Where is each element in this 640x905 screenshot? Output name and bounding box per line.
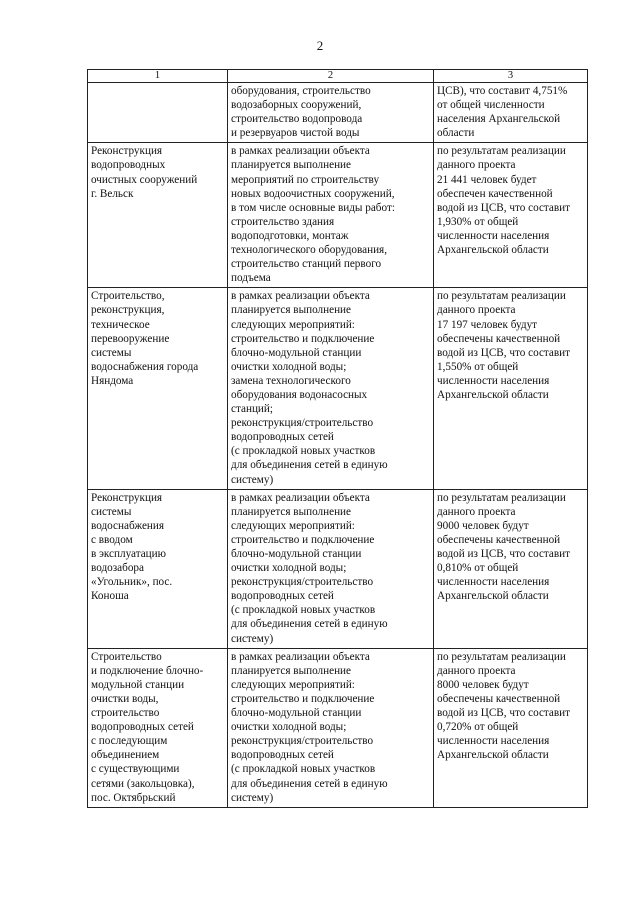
measures-cell: в рамках реализации объекта планируется выполнение следующих мероприятий: строительство и подключение блочно-модульной станции очистки холодной воды; реконструкция/строительство водопроводных сетей (с прокладкой новых участков для объединения сетей в единую систему) xyxy=(228,489,434,648)
measures-cell: в рамках реализации объекта планируется выполнение следующих мероприятий: строительство и подключение блочно-модульной станции очистки холодной воды; замена технологического оборудования водонасосных станций; реконструкция/строительство водопроводных сетей (с прокладкой новых участков для объединения сетей в единую систему) xyxy=(228,288,434,489)
column-header-1: 1 xyxy=(88,70,228,83)
measures-cell: в рамках реализации объекта планируется выполнение мероприятий по строительству новых водоочистных сооружений, в том числе основные виды работ: строительство здания водоподготовки, монтаж технологического оборудования, строительство станций первого подъема xyxy=(228,143,434,288)
object-cell: Реконструкция водопроводных очистных сооружений г. Вельск xyxy=(88,143,228,288)
table-header-row xyxy=(88,70,588,83)
table-row xyxy=(88,83,588,143)
object-cell: Реконструкция системы водоснабжения с вводом в эксплуатацию водозабора «Угольник», пос. Коноша xyxy=(88,489,228,648)
table-row xyxy=(88,489,588,648)
column-header-2: 2 xyxy=(228,70,434,83)
result-cell: по результатам реализации данного проекта 9000 человек будут обеспечены качественной водой из ЦСВ, что составит 0,810% от общей численности населения Архангельской области xyxy=(434,489,588,648)
result-cell: по результатам реализации данного проекта 17 197 человек будут обеспечены качественной водой из ЦСВ, что составит 1,550% от общей численности населения Архангельской области xyxy=(434,288,588,489)
table-row xyxy=(88,648,588,807)
object-cell xyxy=(88,83,228,143)
object-cell: Строительство и подключение блочно- модульной станции очистки воды, строительство водопроводных сетей с последующим объединением с существующими сетями (закольцовка), пос. Октябрьский xyxy=(88,648,228,807)
column-header-3: 3 xyxy=(434,70,588,83)
result-cell: по результатам реализации данного проекта 8000 человек будут обеспечены качественной водой из ЦСВ, что составит 0,720% от общей численности населения Архангельской области xyxy=(434,648,588,807)
object-cell: Строительство, реконструкция, техническое перевооружение системы водоснабжения города Няндома xyxy=(88,288,228,489)
measures-table xyxy=(87,69,588,808)
table-row xyxy=(88,288,588,489)
measures-cell: в рамках реализации объекта планируется выполнение следующих мероприятий: строительство и подключение блочно-модульной станции очистки холодной воды; реконструкция/строительство водопроводных сетей (с прокладкой новых участков для объединения сетей в единую систему) xyxy=(228,648,434,807)
page-number: 2 xyxy=(316,38,324,53)
table-row xyxy=(88,143,588,288)
result-cell: по результатам реализации данного проекта 21 441 человек будет обеспечен качественной водой из ЦСВ, что составит 1,930% от общей численности населения Архангельской области xyxy=(434,143,588,288)
measures-cell: оборудования, строительство водозаборных сооружений, строительство водопровода и резервуаров чистой воды xyxy=(228,83,434,143)
result-cell: ЦСВ), что составит 4,751% от общей численности населения Архангельской области xyxy=(434,83,588,143)
